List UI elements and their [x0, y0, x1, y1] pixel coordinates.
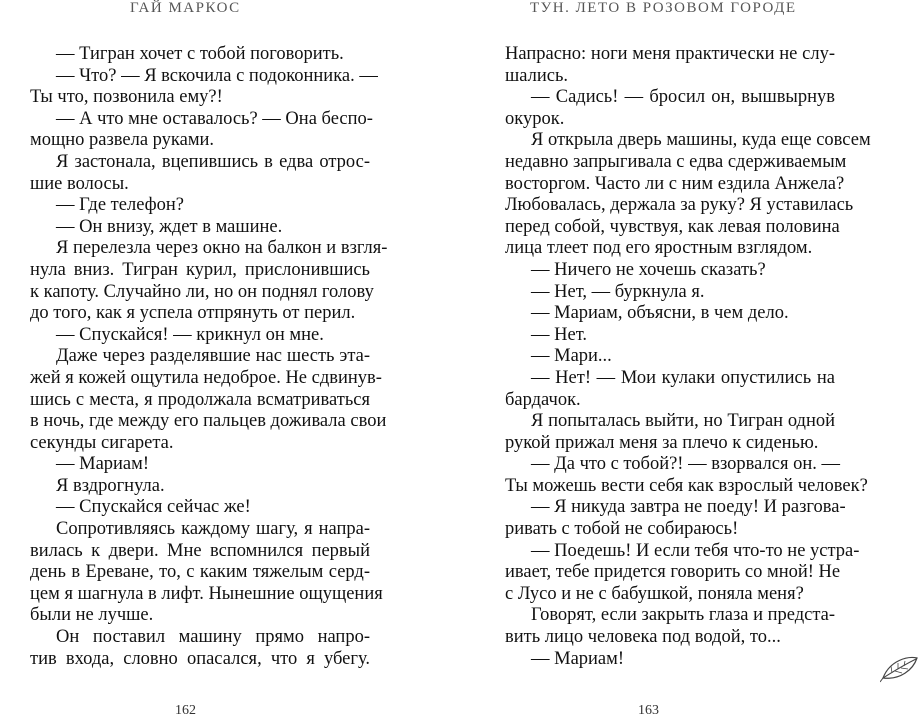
text-line: — Нет! — Мои кулаки опустились на	[531, 367, 835, 388]
text-line: Я вздрогнула.	[56, 475, 165, 496]
text-line: Он поставил машину прямо напро-	[56, 627, 370, 648]
text-line: цем я шагнула в лифт. Нынешние ощущения	[30, 583, 383, 604]
leaf-icon	[880, 654, 920, 684]
text-line: — Что? — Я вскочила с подоконника. —	[56, 65, 378, 86]
text-line: перед собой, чувствуя, как левая половина	[505, 216, 840, 237]
text-line: Я попыталась выйти, но Тигран одной	[531, 411, 835, 432]
text-line: были не лучше.	[30, 605, 154, 626]
text-line: — Поедешь! И если тебя что-то не устра-	[531, 540, 860, 561]
text-line: вилась к двери. Мне вспомнился первый	[30, 540, 370, 561]
text-line: Я застонала, вцепившись в едва отрос-	[56, 151, 370, 172]
text-line: — Он внизу, ждет в машине.	[56, 216, 283, 237]
text-line: вить лицо человека под водой, то...	[505, 627, 781, 648]
text-line: — Мариам!	[531, 648, 625, 669]
text-line: Ты можешь вести себя как взрослый человек?	[505, 475, 868, 496]
text-line: — Садись! — бросил он, вышвырнув	[531, 87, 835, 108]
text-line: рукой прижал меня за плечо к сиденью.	[505, 432, 819, 453]
text-line: Сопротивляясь каждому шагу, я напра-	[56, 519, 370, 540]
text-line: восторгом. Часто ли с ним ездила Анжела?	[505, 173, 845, 194]
text-line: — А что мне оставалось? — Она беспо-	[56, 108, 373, 129]
text-line: секунды сигарета.	[30, 432, 174, 453]
text-line: — Нет, — буркнула я.	[531, 281, 705, 302]
text-line: день в Ереване, то, с каким тяжелым серд-	[30, 562, 370, 583]
text-line: — Мари...	[531, 346, 612, 367]
text-line: шие волосы.	[30, 173, 129, 194]
running-head-author: ГАЙ МАРКОС	[130, 0, 241, 16]
text-line: — Да что с тобой?! — взорвался он. —	[531, 454, 840, 475]
text-line: нула вниз. Тигран курил, прислонившись	[30, 259, 370, 280]
right-page	[460, 0, 920, 719]
text-line: Я перелезла через окно на балкон и взгля-	[56, 238, 388, 259]
text-line: Даже через разделявшие нас шесть эта-	[56, 346, 370, 367]
text-line: — Спускайся! — крикнул он мне.	[56, 324, 324, 345]
text-line: недавно запрыгивала с едва сдерживаемым	[505, 151, 847, 172]
text-line: Ты что, позвонила ему?!	[30, 87, 223, 108]
text-line: — Ничего не хочешь сказать?	[531, 259, 766, 280]
text-line: лица тлеет под его яростным взглядом.	[505, 238, 813, 259]
text-line: шись с места, я продолжала всматриваться	[30, 389, 370, 410]
text-line: до того, как я успела отпрянуть от перил.	[30, 303, 356, 324]
text-line: Напрасно: ноги меня практически не слу-	[505, 44, 835, 64]
text-line: бардачок.	[505, 389, 581, 410]
text-line: шались.	[505, 65, 569, 86]
body-text-left	[30, 44, 388, 670]
text-line: тив входа, словно опасался, что я убегу.	[30, 648, 370, 669]
text-line: мощно развела руками.	[30, 130, 215, 151]
text-line: жей я кожей ощутила недоброе. Не сдвинув-	[30, 367, 382, 388]
text-line: Я открыла дверь машины, куда еще совсем	[531, 130, 871, 151]
page-number-right: 163	[638, 703, 659, 718]
text-line: — Мариам, объясни, в чем дело.	[531, 303, 789, 324]
running-head-title: ТУН. ЛЕТО В РОЗОВОМ ГОРОДЕ	[530, 0, 797, 16]
body-text-right	[505, 44, 871, 670]
text-line: — Мариам!	[56, 454, 150, 475]
text-line: с Лусо и не с бабушкой, поняла меня?	[505, 583, 804, 604]
text-line: — Нет.	[531, 324, 588, 345]
text-line: Любовалась, держала за руку? Я уставилась	[505, 195, 854, 216]
text-line: — Я никуда завтра не поеду! И разгова-	[531, 497, 846, 518]
text-line: в ночь, где между его пальцев доживала свои	[30, 411, 387, 432]
text-line: Говорят, если закрыть глаза и предста-	[531, 605, 836, 626]
page-number-left: 162	[175, 703, 196, 718]
text-line: ривать с тобой не собираюсь!	[505, 519, 739, 540]
text-line: окурок.	[505, 108, 565, 129]
text-line: ивает, тебе придется говорить со мной! Не	[505, 562, 841, 583]
text-line: — Спускайся сейчас же!	[56, 497, 251, 518]
text-line: — Тигран хочет с тобой поговорить.	[56, 44, 344, 64]
text-line: к капоту. Случайно ли, но он поднял голову	[30, 281, 374, 302]
text-line: — Где телефон?	[56, 195, 184, 216]
